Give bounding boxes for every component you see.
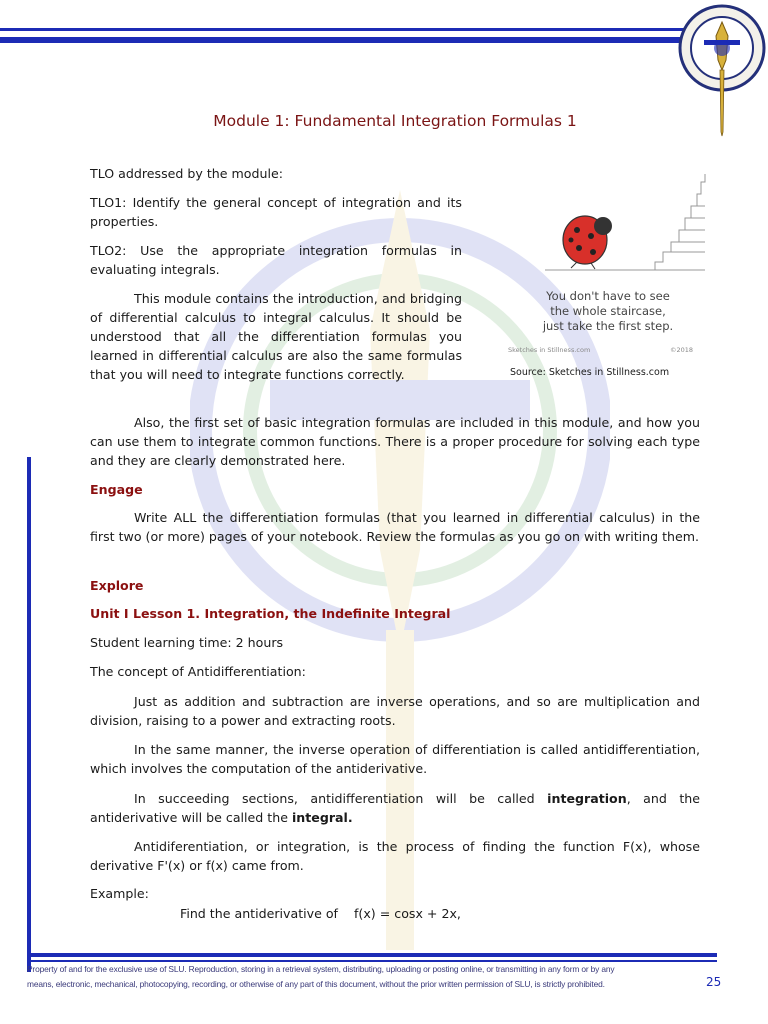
para-succeeding	[90, 789, 700, 827]
lesson-heading: Unit I Lesson 1. Integration, the Indefinite Integral	[90, 606, 451, 621]
tlo-heading: TLO addressed by the module:	[90, 166, 283, 181]
quote-line-1: You don't have to see	[546, 289, 670, 303]
left-vertical-rule	[27, 457, 31, 972]
footer-line-1: Property of and for the exclusive use of SLU. Reproduction, storing in a retrieval system, distributing, uploading or posting online, or transmitting in any form or by any	[27, 964, 615, 974]
para-same-manner: In the same manner, the inverse operation of differentiation is called antidifferentiation, which involves the computation of the antiderivative.	[90, 742, 700, 776]
quote-line-3: just take the first step.	[542, 319, 674, 333]
figure-credit-right: ©2018	[670, 346, 694, 354]
concept-heading: The concept of Antidifferentiation:	[90, 664, 306, 679]
explore-heading: Explore	[90, 578, 144, 593]
ladybug-figure	[505, 170, 715, 365]
quote-line-2: the whole staircase,	[550, 304, 666, 318]
module-title: Module 1: Fundamental Integration Formulas 1	[213, 112, 577, 130]
staircase-illustration	[505, 170, 715, 280]
example-text: Find the antiderivative of f(x) = cosx + 2x,	[180, 906, 461, 921]
figure-credit-left: Sketches in Stillness.com	[508, 346, 591, 354]
header-bar-top	[0, 28, 700, 31]
tlo1-text: TLO1: Identify the general concept of integration and its properties.	[90, 195, 462, 229]
page-number: 25	[706, 975, 722, 989]
para-inverse: Just as addition and subtraction are inverse operations, and so are multiplication and division, raising to a power and extracting roots.	[90, 694, 700, 728]
engage-paragraph: Write ALL the differentiation formulas (that you learned in differential calculus) in the first two (or more) pages of your notebook. Review the formulas as you go on with writing them.	[90, 510, 700, 544]
para-succeeding-before: In succeeding sections, antidifferentiation will be called	[134, 791, 548, 806]
term-integral: integral.	[291, 810, 353, 825]
term-integration: integration	[547, 791, 627, 806]
learning-time: Student learning time: 2 hours	[90, 635, 284, 650]
footer-line-2: means, electronic, mechanical, photocopying, recording, or otherwise of any part of this document, without the prior written permission of SLU, is strictly prohibited.	[27, 979, 605, 989]
intro-paragraph: This module contains the introduction, and bridging of differential calculus to integral calculus. It should be understood that all the differentiation formulas you learned in differential calculus are also the same formulas that you will need to integrate functions correctly.	[90, 291, 462, 382]
engage-heading: Engage	[90, 482, 143, 497]
figure-caption: Source: Sketches in Stillness.com	[510, 367, 670, 378]
header-bar-bottom	[0, 37, 705, 43]
example-label: Example:	[90, 886, 149, 901]
footer-bar-top	[27, 953, 717, 957]
tlo2-text: TLO2: Use the appropriate integration formulas in evaluating integrals.	[90, 243, 462, 277]
also-paragraph: Also, the first set of basic integration formulas are included in this module, and how you can use them to integrate common functions. There is a proper procedure for solving each type and they are clearly demonstrated here.	[90, 415, 700, 468]
para-process: Antidiferentiation, or integration, is the process of finding the function F(x), whose derivative F'(x) or f(x) came from.	[90, 839, 700, 873]
para-succeeding-middle: , and the antiderivative will be called the	[90, 791, 700, 825]
copyright-footer	[27, 962, 713, 992]
